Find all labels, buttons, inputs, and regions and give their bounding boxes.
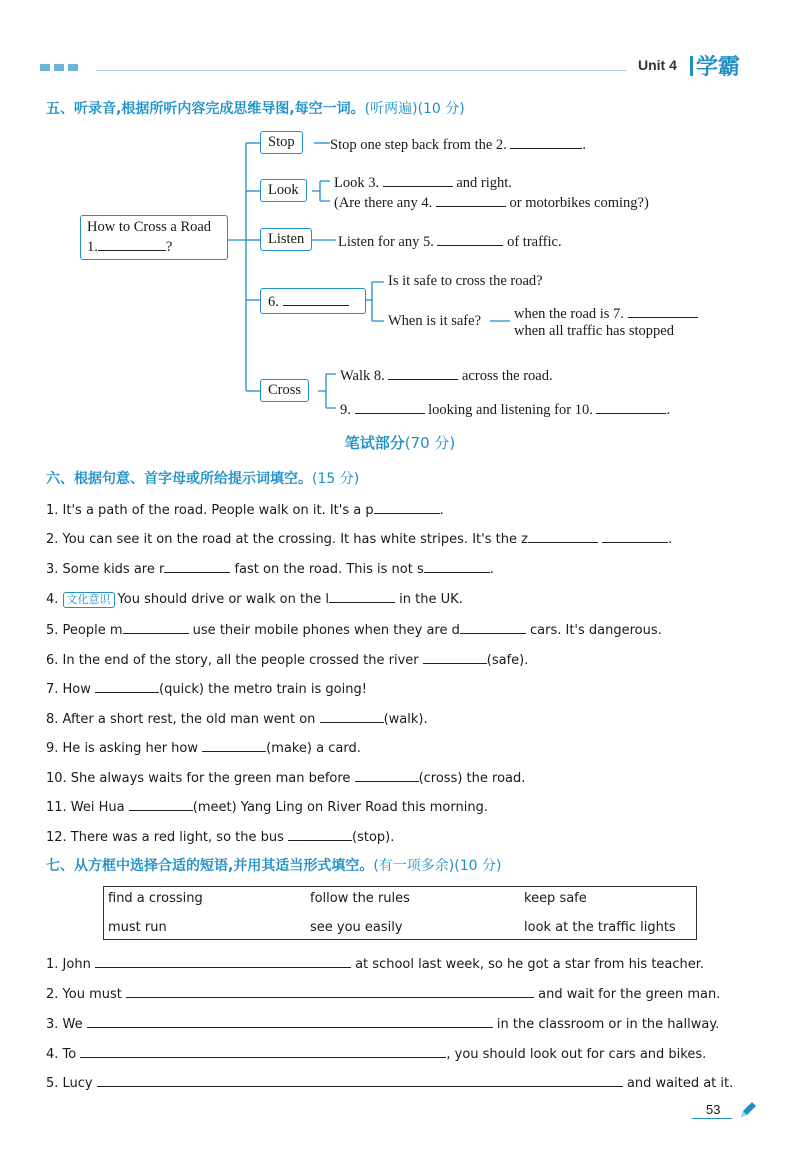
six-answer-2: when all traffic has stopped <box>514 323 674 339</box>
s6-q5-blank-b[interactable] <box>460 619 526 634</box>
s6-q6-blank[interactable] <box>423 649 487 664</box>
s6-q7: 7. How (quick) the metro train is going! <box>46 678 367 697</box>
s6-q2-blank-a[interactable] <box>528 528 598 543</box>
node-cross: Cross <box>260 379 309 402</box>
s7-q4-blank[interactable] <box>80 1043 446 1058</box>
s6-q3-blank-b[interactable] <box>424 558 490 573</box>
node-6: 6. <box>260 288 366 314</box>
unit-label: Unit 4 <box>638 57 677 73</box>
look-line-1: Look 3. and right. <box>334 172 512 192</box>
s6-q8: 8. After a short rest, the old man went on (walk). <box>46 708 428 727</box>
section7-title: 七、从方框中选择合适的短语,并用其适当形式填空。(有一项多余)(10 分) <box>46 858 502 874</box>
s6-q4: 4. 文化意识 You should drive or walk on the l in the UK. <box>46 588 463 608</box>
cross-line-1: Walk 8. across the road. <box>340 365 553 385</box>
s6-q7-blank[interactable] <box>95 678 159 693</box>
s7-q1-blank[interactable] <box>95 953 351 968</box>
blank-6[interactable] <box>283 291 349 306</box>
phrase-4: must run <box>108 920 167 935</box>
s6-q10: 10. She always waits for the green man before (cross) the road. <box>46 767 525 786</box>
s7-q3-blank[interactable] <box>87 1013 493 1028</box>
s6-q4-blank[interactable] <box>329 588 395 603</box>
s6-q9-blank[interactable] <box>202 737 266 752</box>
six-question-2: When is it safe? <box>388 313 482 329</box>
s6-q2-blank-b[interactable] <box>602 528 668 543</box>
blank-4[interactable] <box>436 192 506 207</box>
phrase-5: see you easily <box>310 920 403 935</box>
six-question-1: Is it safe to cross the road? <box>388 273 543 289</box>
blank-5[interactable] <box>437 231 503 246</box>
stop-text: Stop one step back from the 2. . <box>330 134 586 154</box>
brand-logo: 学霸 <box>696 55 741 80</box>
pencil-icon <box>738 1100 758 1120</box>
section5-title: 五、听录音,根据所听内容完成思维导图,每空一词。(听两遍)(10 分) <box>46 101 465 117</box>
section6-title: 六、根据句意、首字母或所给提示词填空。(15 分) <box>46 471 360 487</box>
written-part-title: 笔试部分(70 分) <box>344 434 456 452</box>
phrase-6: look at the traffic lights <box>524 920 676 935</box>
phrase-1: find a crossing <box>108 891 203 906</box>
cross-line-2: 9. looking and listening for 10. . <box>340 399 670 419</box>
phrase-box <box>103 886 697 940</box>
blank-1[interactable] <box>98 236 166 251</box>
s6-q5: 5. People m use their mobile phones when they are d cars. It's dangerous. <box>46 619 662 638</box>
root-title: How to Cross a Road <box>87 219 212 235</box>
blank-8[interactable] <box>388 365 458 380</box>
node-listen: Listen <box>260 228 312 251</box>
s6-q12: 12. There was a red light, so the bus (stop). <box>46 826 394 845</box>
s7-q4: 4. To , you should look out for cars and bikes. <box>46 1043 706 1062</box>
culture-tag: 文化意识 <box>63 592 115 608</box>
s7-q5: 5. Lucy and waited at it. <box>46 1072 733 1091</box>
s6-q11-blank[interactable] <box>129 796 193 811</box>
mindmap-root: How to Cross a Road 1. ? <box>80 215 228 260</box>
s6-q1: 1. It's a path of the road. People walk on it. It's a p . <box>46 499 444 518</box>
six-answer-1: when the road is 7. <box>514 303 698 323</box>
node-stop: Stop <box>260 131 303 154</box>
s6-q10-blank[interactable] <box>355 767 419 782</box>
s7-q5-blank[interactable] <box>97 1072 623 1087</box>
blank-9[interactable] <box>355 399 425 414</box>
page-number: 53 <box>706 1102 721 1117</box>
s6-q3-blank-a[interactable] <box>164 558 230 573</box>
listen-text: Listen for any 5. of traffic. <box>338 231 562 251</box>
s6-q2: 2. You can see it on the road at the crossing. It has white stripes. It's the z . <box>46 528 672 547</box>
page-number-rule <box>692 1118 732 1119</box>
s6-q11: 11. Wei Hua (meet) Yang Ling on River Road this morning. <box>46 796 488 815</box>
blank-2[interactable] <box>510 134 582 149</box>
blank-7[interactable] <box>628 303 698 318</box>
s6-q3: 3. Some kids are r fast on the road. This is not s . <box>46 558 494 577</box>
s7-q1: 1. John at school last week, so he got a star from his teacher. <box>46 953 704 972</box>
s6-q5-blank-a[interactable] <box>123 619 189 634</box>
s6-q12-blank[interactable] <box>288 826 352 841</box>
s6-q6: 6. In the end of the story, all the people crossed the river (safe). <box>46 649 528 668</box>
s6-q9: 9. He is asking her how (make) a card. <box>46 737 361 756</box>
blank-3[interactable] <box>383 172 453 187</box>
s7-q2-blank[interactable] <box>126 983 534 998</box>
s6-q1-blank[interactable] <box>374 499 440 514</box>
node-look: Look <box>260 179 307 202</box>
phrase-2: follow the rules <box>310 891 410 906</box>
s7-q2: 2. You must and wait for the green man. <box>46 983 720 1002</box>
phrase-3: keep safe <box>524 891 587 906</box>
look-line-2: (Are there any 4. or motorbikes coming?) <box>334 192 649 212</box>
s6-q8-blank[interactable] <box>320 708 384 723</box>
blank-10[interactable] <box>596 399 666 414</box>
s7-q3: 3. We in the classroom or in the hallway. <box>46 1013 719 1032</box>
